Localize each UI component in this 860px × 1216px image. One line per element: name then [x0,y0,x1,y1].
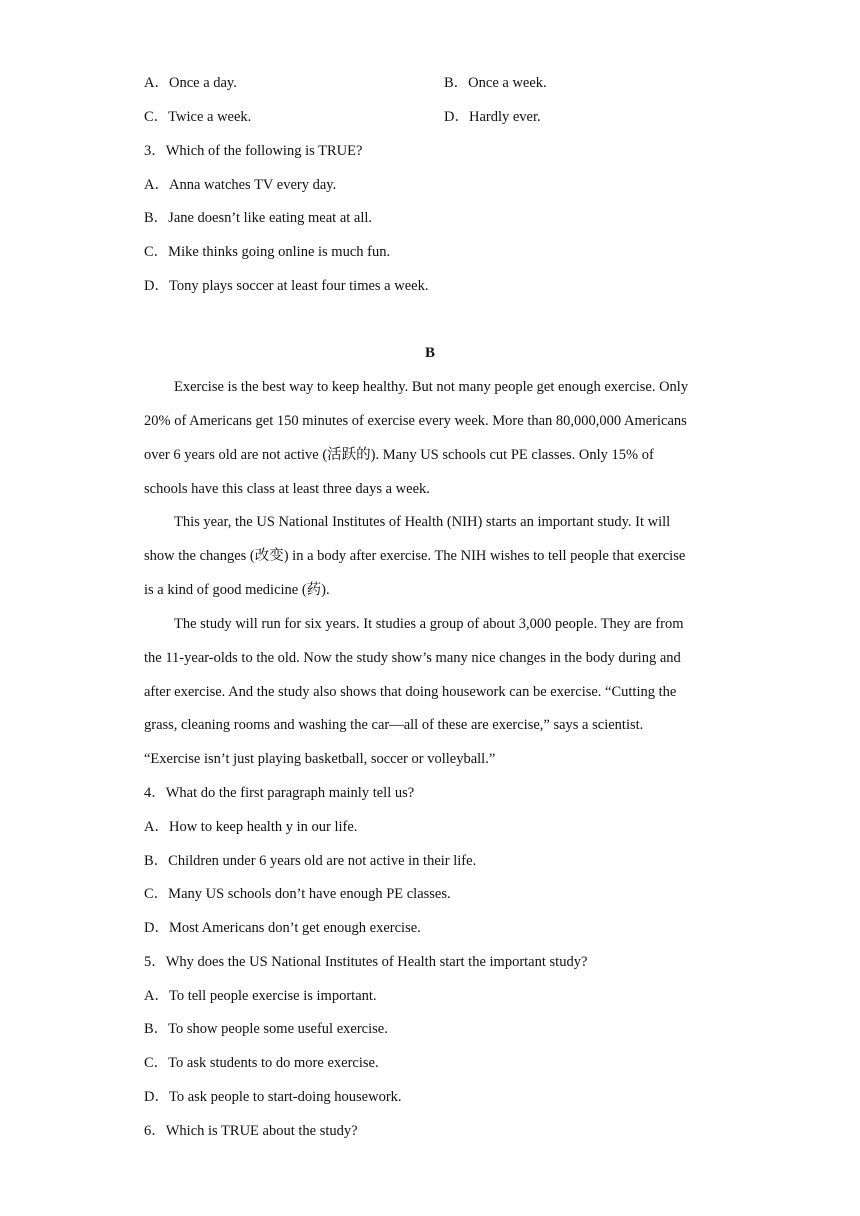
section-heading: B [424,345,435,361]
q5-option-a: A．To tell people exercise is important. [144,988,377,1004]
q4-option-b: B．Children under 6 years old are not active in their life. [144,853,477,869]
passage-line: The study will run for six years. It studies a group of about 3,000 people. They are from [174,616,684,632]
q4-option-c: C．Many US schools don’t have enough PE classes. [144,886,451,902]
passage-line: 20% of Americans get 150 minutes of exercise every week. More than 80,000,000 Americans [144,413,687,429]
passage-line: the 11-year-olds to the old. Now the study show’s many nice changes in the body during and [144,650,681,666]
q3-option-b: B．Jane doesn’t like eating meat at all. [144,210,373,226]
passage-line: This year, the US National Institutes of Health (NIH) starts an important study. It will [174,514,671,530]
q3-option-d: D．Tony plays soccer at least four times a week. [144,278,429,294]
q4-option-d: D．Most Americans don’t get enough exercise. [144,920,421,936]
q2-option-c: C．Twice a week. [144,109,252,125]
q5-question: 5．Why does the US National Institutes of Health start the important study? [144,954,588,970]
q2-option-b: B．Once a week. [444,75,547,91]
passage-line: after exercise. And the study also shows that doing housework can be exercise. “Cutting the [144,684,677,700]
passage-line: schools have this class at least three days a week. [144,481,430,497]
q3-question: 3．Which of the following is TRUE? [144,143,363,159]
q4-option-a: A．How to keep health y in our life. [144,819,358,835]
passage-line: over 6 years old are not active (活跃的). Many US schools cut PE classes. Only 15% of [144,447,654,463]
passage-line: Exercise is the best way to keep healthy. But not many people get enough exercise. Only [174,379,689,395]
passage-line: grass, cleaning rooms and washing the car—all of these are exercise,” says a scientist. [144,717,644,733]
q5-option-b: B．To show people some useful exercise. [144,1021,388,1037]
q2-option-d: D．Hardly ever. [444,109,541,125]
passage-line: “Exercise isn’t just playing basketball, soccer or volleyball.” [144,751,496,767]
passage-line: is a kind of good medicine (药). [144,582,330,598]
q4-question: 4．What do the first paragraph mainly tell us? [144,785,415,801]
q5-option-c: C．To ask students to do more exercise. [144,1055,379,1071]
passage-line: show the changes (改变) in a body after exercise. The NIH wishes to tell people that exercise [144,548,686,564]
q3-option-c: C．Mike thinks going online is much fun. [144,244,391,260]
q6-question: 6．Which is TRUE about the study? [144,1123,358,1139]
q5-option-d: D．To ask people to start-doing housework. [144,1089,402,1105]
q2-option-a: A．Once a day. [144,75,237,91]
q3-option-a: A．Anna watches TV every day. [144,177,337,193]
